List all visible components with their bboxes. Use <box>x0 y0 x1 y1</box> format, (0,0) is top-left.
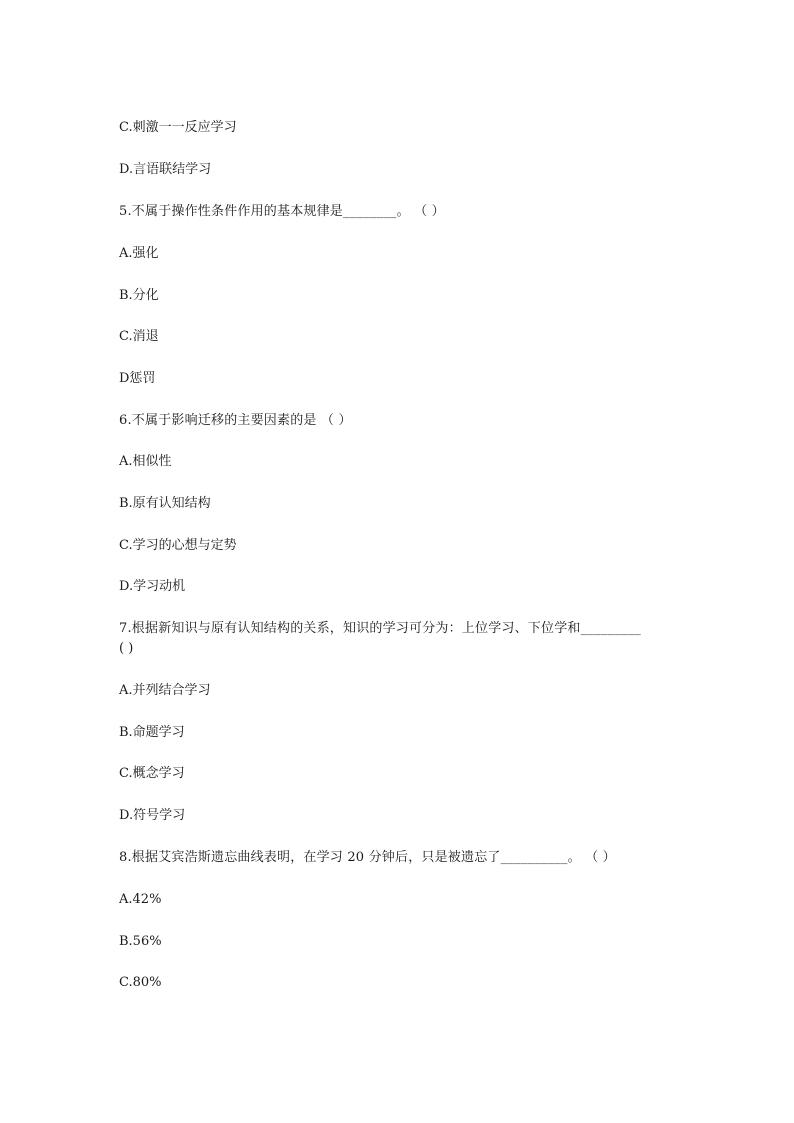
question-8: 8.根据艾宾浩斯遗忘曲线表明，在学习 20 分钟后，只是被遗忘了__________。 （ ） <box>119 850 616 865</box>
option-c-q7: C.概念学习 <box>119 766 185 781</box>
option-a-q8: A.42% <box>119 892 162 907</box>
option-c-q8: C.80% <box>119 975 162 990</box>
option-b-q6: B.原有认知结构 <box>119 496 211 511</box>
option-a-q6: A.相似性 <box>119 454 172 469</box>
question-5: 5.不属于操作性条件作用的基本规律是________。 （ ） <box>119 204 445 219</box>
option-c-q5: C.消退 <box>119 329 159 344</box>
question-7-paren: ( ) <box>119 641 134 656</box>
option-d-q7: D.符号学习 <box>119 808 186 823</box>
option-c-q4: C.刺激一一反应学习 <box>119 120 237 135</box>
option-b-q5: B.分化 <box>119 288 159 303</box>
option-d-q4: D.言语联结学习 <box>119 162 212 177</box>
option-d-q5: D惩罚 <box>119 371 156 386</box>
option-b-q8: B.56% <box>119 934 162 949</box>
option-c-q6: C.学习的心想与定势 <box>119 538 237 553</box>
option-b-q7: B.命题学习 <box>119 725 185 740</box>
question-7: 7.根据新知识与原有认知结构的关系，知识的学习可分为：上位学习、下位学和_________ <box>119 621 641 636</box>
question-6: 6.不属于影响迁移的主要因素的是 （ ） <box>119 413 352 428</box>
option-d-q6: D.学习动机 <box>119 579 186 594</box>
option-a-q7: A.并列结合学习 <box>119 683 211 698</box>
option-a-q5: A.强化 <box>119 246 159 261</box>
